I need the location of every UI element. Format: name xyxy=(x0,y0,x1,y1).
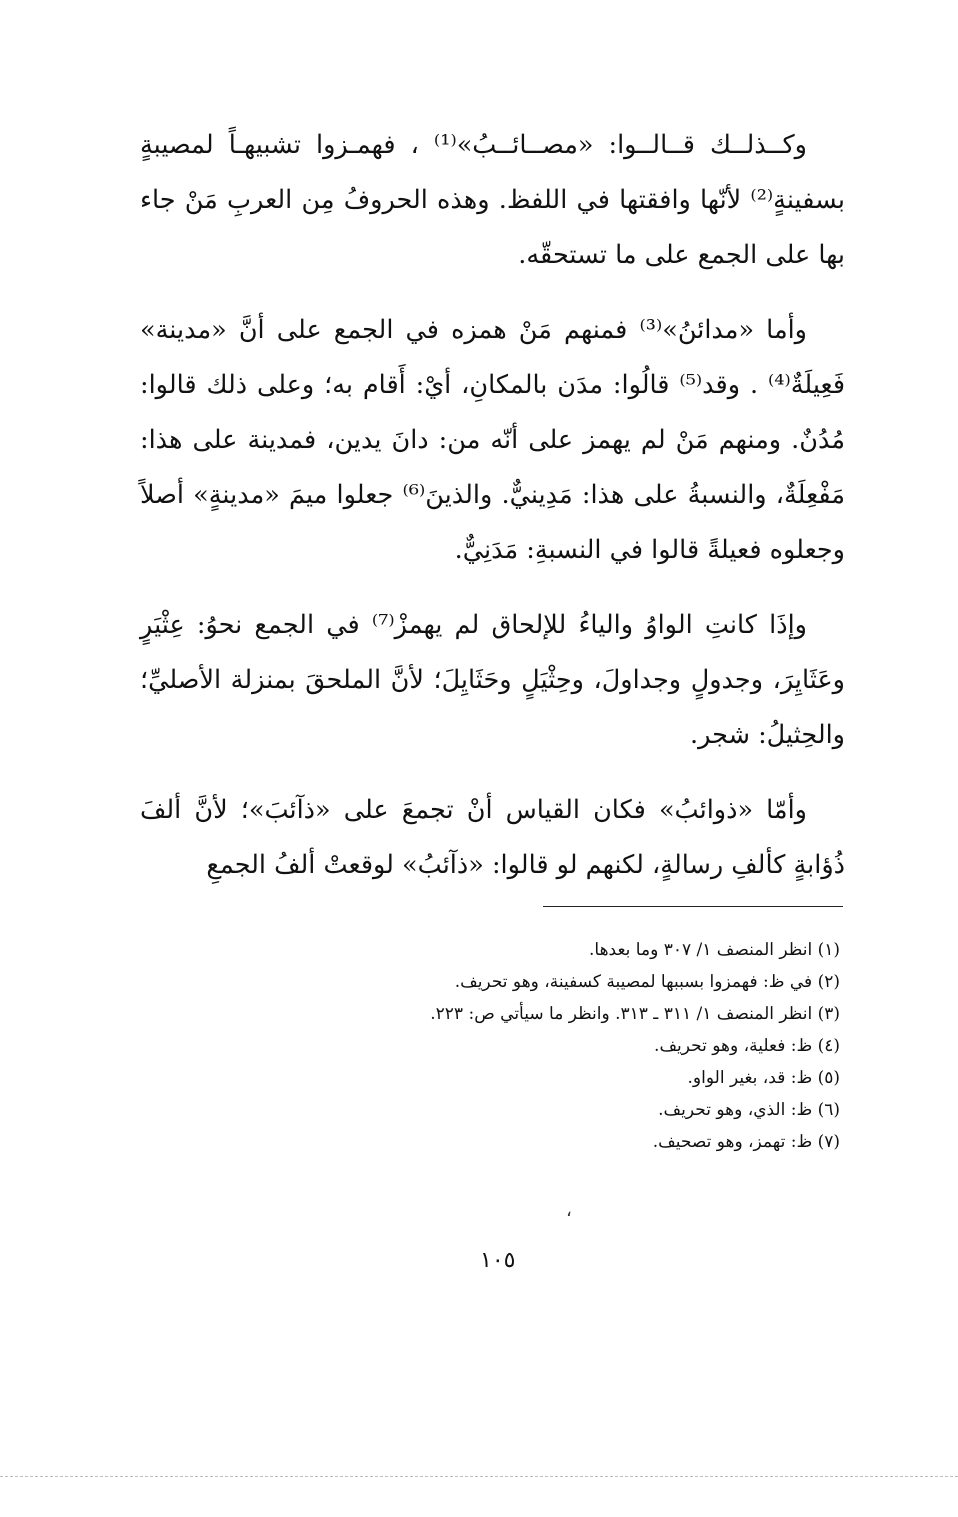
paragraph: وإذَا كانتِ الواوُ والياءُ للإلحاق لم يهمزْ⁽⁷⁾ في الجمع نحوُ: عِثْيَرٍ وعَثَايِرَ، وجدولٍ وجداولَ، وحِثْيَلٍ وحَثَايِلَ؛ لأنَّ الملحقَ بمنزلة الأصليِّ؛ والحِثيلُ: شجر. xyxy=(140,610,845,750)
footnote-divider xyxy=(543,906,843,907)
footnote: (٣) انظر المنصف ١/ ٣١١ ـ ٣١٣. وانظر ما سيأتي ص: ٢٢٣. xyxy=(430,1004,840,1024)
footnote: (٦) ظ: الذي، وهو تحريف. xyxy=(658,1100,840,1120)
paragraph: وكــذلــك قــالــوا: «مصــائــبُ»⁽¹⁾ ، فهمـزوا تشبيهـاً لمصيبةٍ بسفينةٍ⁽²⁾ لأنّها وافقتها في اللفظ. وهذه الحروفُ مِن العربِ مَنْ جاء بها على الجمع على ما تستحقّه. xyxy=(140,130,845,270)
scan-edge-line xyxy=(0,1476,958,1477)
footnote: (٢) في ظ: فهمزوا بسببها لمصيبة كسفينة، وهو تحريف. xyxy=(454,972,840,992)
footnote: (٧) ظ: تهمز، وهو تصحيف. xyxy=(652,1132,840,1152)
footnote: (٥) ظ: قد، بغير الواو. xyxy=(687,1068,840,1088)
main-text xyxy=(140,118,845,913)
footnote: (٤) ظ: فعلية، وهو تحريف. xyxy=(654,1036,840,1056)
paragraph: وأمّا «ذوائبُ» فكان القياس أنْ تجمعَ على «ذآئبَ»؛ لأنَّ ألفَ ذُؤابةٍ كألفِ رسالةٍ، لكنهم لو قالوا: «ذآئبُ» لوقعتْ ألفُ الجمعِ xyxy=(140,795,845,880)
footnote: (١) انظر المنصف ١/ ٣٠٧ وما بعدها. xyxy=(588,940,840,960)
stray-mark: ، xyxy=(566,1200,572,1221)
paragraph: وأما «مدائنُ»⁽³⁾ فمنهم مَنْ همزه في الجمع على أنَّ «مدينة» فَعِيلَةٌ⁽⁴⁾ . وقد⁽⁵⁾ قالُوا: مدَن بالمكانِ، أيْ: أَقام به؛ وعلى ذلك قالوا: مُدُنٌ. ومنهم مَنْ لم يهمز على أنّه من: دانَ يدين، فمدينة على هذا: مَفْعِلَةٌ، والنسبةُ على هذا: مَدِينيٌّ. والذينَ⁽⁶⁾ جعلوا ميمَ «مدينةٍ» أصلاً وجعلوه فعيلةً قالوا في النسبةِ: مَدَنِيٌّ. xyxy=(140,315,846,565)
page-number: ١٠٥ xyxy=(480,1248,516,1273)
footnotes xyxy=(140,934,840,1158)
